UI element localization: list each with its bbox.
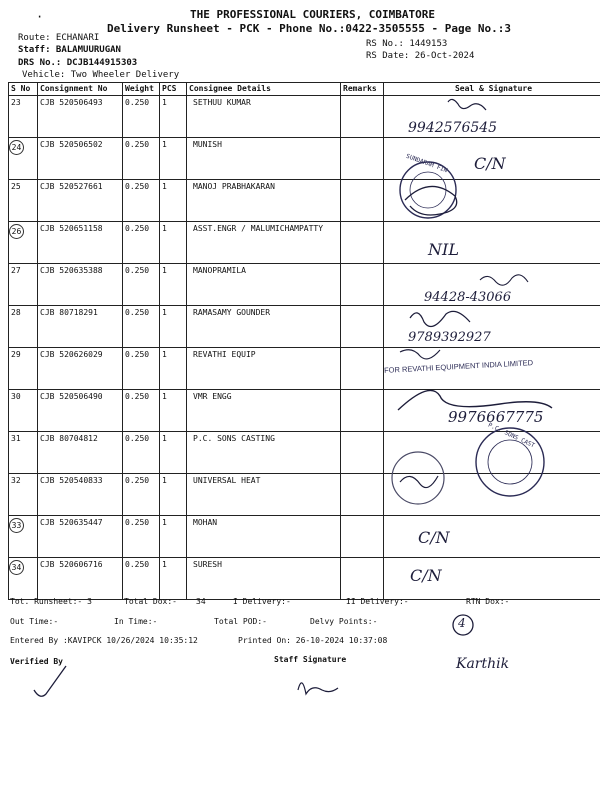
stamp-text-pc-sons: P.C. SONS CAST [486, 421, 536, 450]
row-seal-signature [384, 432, 600, 474]
row-consignee [187, 306, 341, 348]
drs-label: DRS No.: DCJB144915303 [18, 58, 138, 68]
row-pcs [160, 516, 187, 558]
row-seal-signature [384, 516, 600, 558]
handwritten-phone-28: 9789392927 [408, 330, 491, 345]
row-sno [9, 348, 38, 390]
row-consignee-text: MOHAN [193, 518, 218, 527]
table-row [9, 180, 600, 222]
row-remarks [341, 306, 384, 348]
row-consignment-no [38, 516, 123, 558]
row-remarks [341, 474, 384, 516]
row-consignment-no [38, 348, 123, 390]
table-row [9, 516, 600, 558]
row-sno-text: 34 [9, 560, 24, 575]
row-seal-signature [384, 180, 600, 222]
row-pcs [160, 348, 187, 390]
rs-date: RS Date: 26-Oct-2024 [366, 51, 475, 61]
row-consignment-no-text: CJB 520606716 [40, 560, 103, 569]
handwritten-cn-24: C/N [474, 154, 506, 173]
col-pcs: PCS [160, 83, 187, 96]
in-time: In Time:- [114, 617, 158, 626]
table-row [9, 306, 600, 348]
row-weight [123, 474, 160, 516]
staff-signature-label: Staff Signature [274, 655, 347, 664]
row-remarks [341, 432, 384, 474]
row-pcs [160, 432, 187, 474]
company-title: THE PROFESSIONAL COURIERS, COIMBATORE [190, 8, 436, 21]
row-sno [9, 432, 38, 474]
row-remarks [341, 390, 384, 432]
row-weight-text: 0.250 [125, 476, 150, 485]
row-consignment-no [38, 180, 123, 222]
row-consignee-text: MANOJ PRABHAKARAN [193, 182, 275, 191]
total-dox-label: Total Dox:- [124, 597, 177, 606]
row-consignee [187, 138, 341, 180]
handwritten-phone-23: 9942576545 [408, 120, 498, 136]
row-remarks [341, 516, 384, 558]
rs-no: RS No.: 1449153 [366, 39, 448, 49]
col-consignee: Consignee Details [187, 83, 341, 96]
row-pcs-text: 1 [162, 392, 167, 401]
stamp-text-sundaram: SUNDARAM FIN [405, 152, 449, 175]
row-weight [123, 558, 160, 600]
row-consignment-no [38, 432, 123, 474]
row-sno [9, 306, 38, 348]
row-consignee-text: P.C. SONS CASTING [193, 434, 275, 443]
row-consignee-text: MANOPRAMILA [193, 266, 246, 275]
table-row [9, 138, 600, 180]
row-weight-text: 0.250 [125, 560, 150, 569]
row-pcs-text: 1 [162, 266, 167, 275]
row-weight-text: 0.250 [125, 98, 150, 107]
stamp-text-revathi: FOR REVATHI EQUIPMENT INDIA LIMITED [383, 358, 534, 375]
row-weight-text: 0.250 [125, 308, 150, 317]
row-sno-text: 25 [11, 182, 21, 191]
row-remarks [341, 222, 384, 264]
row-pcs [160, 264, 187, 306]
row-sno-text: 28 [11, 308, 21, 317]
row-consignee [187, 96, 341, 138]
row-consignee [187, 180, 341, 222]
row-consignment-no [38, 222, 123, 264]
out-time: Out Time:- [10, 617, 59, 626]
row-remarks [341, 558, 384, 600]
row-seal-signature [384, 138, 600, 180]
row-seal-signature [384, 558, 600, 600]
row-sno [9, 138, 38, 180]
row-sno [9, 264, 38, 306]
row-consignee [187, 390, 341, 432]
row-weight-text: 0.250 [125, 182, 150, 191]
row-pcs-text: 1 [162, 308, 167, 317]
verified-tick [34, 666, 66, 696]
row-weight-text: 0.250 [125, 266, 150, 275]
total-pod: Total POD:- [214, 617, 267, 626]
row-consignment-no-text: CJB 520540833 [40, 476, 103, 485]
table-row [9, 96, 600, 138]
row-sno [9, 222, 38, 264]
row-consignment-no [38, 264, 123, 306]
handwritten-cn-33: C/N [418, 528, 450, 547]
row-pcs-text: 1 [162, 434, 167, 443]
row-pcs-text: 1 [162, 518, 167, 527]
row-pcs [160, 558, 187, 600]
row-weight [123, 306, 160, 348]
row-consignee-text: VMR ENGG [193, 392, 232, 401]
row-consignee-text: SURESH [193, 560, 222, 569]
row-remarks [341, 96, 384, 138]
row-sno-text: 24 [9, 140, 24, 155]
row-consignment-no [38, 558, 123, 600]
row-consignment-no-text: CJB 520527661 [40, 182, 103, 191]
row-seal-signature [384, 96, 600, 138]
staff-label: Staff: BALAMUURUGAN [18, 45, 121, 55]
row-sno [9, 180, 38, 222]
row-weight-text: 0.250 [125, 434, 150, 443]
row-remarks [341, 180, 384, 222]
row-sno-text: 32 [11, 476, 21, 485]
col-sno: S No [9, 83, 38, 96]
row-seal-signature [384, 264, 600, 306]
row-consignee-text: SETHUU KUMAR [193, 98, 251, 107]
row-consignee-text: RAMASAMY GOUNDER [193, 308, 271, 317]
row-consignee [187, 348, 341, 390]
row-weight-text: 0.250 [125, 350, 150, 359]
handwritten-phone-30: 9976667775 [448, 408, 544, 426]
row-sno-text: 30 [11, 392, 21, 401]
table-row [9, 474, 600, 516]
table-row [9, 348, 600, 390]
row-consignment-no [38, 306, 123, 348]
col-seal: Seal & Signature [384, 83, 600, 96]
table-header-row [9, 83, 600, 96]
row-consignment-no-text: CJB 520635447 [40, 518, 103, 527]
row-pcs-text: 1 [162, 350, 167, 359]
runsheet-title: Delivery Runsheet - PCK - Phone No.:0422-3505555 - Page No.:3 [107, 22, 511, 35]
row-weight-text: 0.250 [125, 392, 150, 401]
row-weight [123, 348, 160, 390]
total-dox-value: 34 [196, 597, 206, 606]
handwritten-nil-26: NIL [428, 240, 459, 259]
row-consignment-no-text: CJB 520626029 [40, 350, 103, 359]
row-pcs [160, 474, 187, 516]
row-pcs [160, 390, 187, 432]
row-weight [123, 264, 160, 306]
handwritten-cn-34: C/N [410, 566, 442, 585]
row-weight [123, 516, 160, 558]
rtn-dox: RTN Dox:- [466, 597, 510, 606]
row-sno-text: 27 [11, 266, 21, 275]
row-pcs [160, 306, 187, 348]
row-consignment-no-text: CJB 520506490 [40, 392, 103, 401]
row-weight [123, 432, 160, 474]
delvy-points: Delvy Points:- [310, 617, 378, 626]
row-sno [9, 474, 38, 516]
table-row [9, 222, 600, 264]
row-remarks [341, 264, 384, 306]
ii-delivery: II Delivery:- [346, 597, 409, 606]
row-weight-text: 0.250 [125, 224, 150, 233]
row-sno [9, 96, 38, 138]
row-weight [123, 180, 160, 222]
row-weight [123, 222, 160, 264]
row-weight [123, 390, 160, 432]
row-remarks [341, 348, 384, 390]
row-consignee [187, 264, 341, 306]
row-sno-text: 29 [11, 350, 21, 359]
row-pcs-text: 1 [162, 476, 167, 485]
row-seal-signature [384, 222, 600, 264]
col-remarks: Remarks [341, 83, 384, 96]
printed-on: Printed On: 26-10-2024 10:37:08 [238, 636, 388, 645]
row-consignment-no [38, 96, 123, 138]
row-sno-text: 26 [9, 224, 24, 239]
row-consignee [187, 222, 341, 264]
row-remarks [341, 138, 384, 180]
row-consignee [187, 474, 341, 516]
col-weight: Weight [123, 83, 160, 96]
table-row [9, 390, 600, 432]
vehicle-label: Vehicle: Two Wheeler Delivery [22, 70, 180, 80]
footer-circled-number: 4 [458, 616, 466, 630]
row-pcs [160, 138, 187, 180]
row-consignee-text: ASST.ENGR / MALUMICHAMPATTY [193, 224, 324, 233]
staff-signature-scribble [298, 683, 338, 694]
row-pcs-text: 1 [162, 140, 167, 149]
row-sno [9, 558, 38, 600]
row-consignee [187, 516, 341, 558]
table-row [9, 558, 600, 600]
row-pcs [160, 96, 187, 138]
row-pcs-text: 1 [162, 224, 167, 233]
table-row [9, 264, 600, 306]
row-weight [123, 96, 160, 138]
row-consignment-no-text: CJB 520651158 [40, 224, 103, 233]
row-sno-text: 33 [9, 518, 24, 533]
handwritten-phone-27: 94428-43066 [424, 290, 512, 305]
row-seal-signature [384, 390, 600, 432]
row-seal-signature [384, 348, 600, 390]
row-consignment-no-text: CJB 80718291 [40, 308, 98, 317]
row-sno-text: 23 [11, 98, 21, 107]
row-pcs-text: 1 [162, 560, 167, 569]
i-delivery: I Delivery:- [233, 597, 291, 606]
row-consignee [187, 432, 341, 474]
tot-runsheet: Tot. Runsheet:- 3 [10, 597, 92, 606]
row-consignment-no-text: CJB 80704812 [40, 434, 98, 443]
row-consignment-no-text: CJB 520506502 [40, 140, 103, 149]
row-consignment-no [38, 390, 123, 432]
table-row [9, 432, 600, 474]
footer-handwritten-sign: Karthik [456, 656, 510, 672]
header-dot: · [36, 10, 44, 24]
verified-by: Verified By [10, 657, 63, 666]
row-weight-text: 0.250 [125, 140, 150, 149]
row-consignee-text: REVATHI EQUIP [193, 350, 256, 359]
entered-by: Entered By :KAVIPCK 10/26/2024 10:35:12 [10, 636, 198, 645]
footer-circle [453, 615, 473, 635]
row-pcs-text: 1 [162, 98, 167, 107]
row-consignment-no-text: CJB 520506493 [40, 98, 103, 107]
row-weight [123, 138, 160, 180]
row-consignment-no-text: CJB 520635388 [40, 266, 103, 275]
route-label: Route: ECHANARI [18, 33, 100, 43]
row-seal-signature [384, 306, 600, 348]
row-consignment-no [38, 474, 123, 516]
runsheet-table [8, 82, 600, 600]
row-pcs [160, 222, 187, 264]
row-weight-text: 0.250 [125, 518, 150, 527]
row-consignee-text: MUNISH [193, 140, 222, 149]
row-seal-signature [384, 474, 600, 516]
row-pcs [160, 180, 187, 222]
row-sno-text: 31 [11, 434, 21, 443]
row-consignment-no [38, 138, 123, 180]
row-consignee [187, 558, 341, 600]
row-sno [9, 390, 38, 432]
row-sno [9, 516, 38, 558]
col-consignment: Consignment No [38, 83, 123, 96]
row-pcs-text: 1 [162, 182, 167, 191]
row-consignee-text: UNIVERSAL HEAT [193, 476, 261, 485]
